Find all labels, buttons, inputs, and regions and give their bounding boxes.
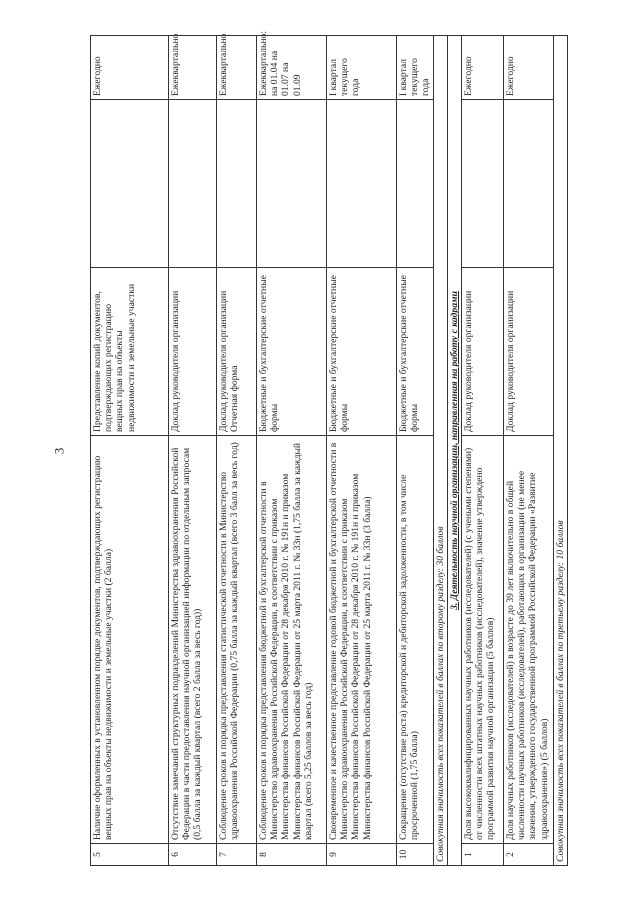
rotated-table-wrapper (90, 30, 638, 866)
table-row (327, 36, 397, 866)
indicator-cell: Наличие оформленных в установленном порядке документов, подтверждающих регистрацию вещных прав на объекты недвижимости и земельные участки (2 балла) (91, 436, 169, 844)
source-cell (327, 100, 397, 268)
section-total-row (433, 36, 447, 866)
row-number: 1 (462, 844, 504, 866)
table-row (91, 36, 169, 866)
period-cell: Ежеквартально: на 01.04 на 01.07 на 01.09 (257, 36, 327, 100)
section-total: Совокупная значимость всех показателей в баллах по второму разделу: 30 баллов (433, 36, 447, 866)
table-row (397, 36, 434, 866)
form-cell: Бюджетные и бухгалтерские отчетные формы (397, 268, 434, 436)
section-total-row (554, 36, 568, 866)
indicator-cell: Сокращение (отсутствие роста) кредиторской и дебиторской задолженности, в том числе просроченной (1,75 балла) (397, 436, 434, 844)
source-cell (91, 100, 169, 268)
table-row (462, 36, 504, 866)
source-cell (397, 100, 434, 268)
form-cell: Бюджетные и бухгалтерские отчетные формы (327, 268, 397, 436)
table-row (257, 36, 327, 866)
source-cell (504, 100, 554, 268)
row-number: 9 (327, 844, 397, 866)
source-cell (217, 100, 257, 268)
indicator-cell: Доля научных работников (исследователей) в возрасте до 39 лет включительно в общей численности научных работников (исследователей), работающих в организации (не менее значения, утвержденного государственной программой Российской Федерации «Развитие здравоохранения») (5 баллов) (504, 436, 554, 844)
period-cell: Ежеквартально (169, 36, 217, 100)
source-cell (169, 100, 217, 268)
indicator-cell: Отсутствие замечаний структурных подразделений Министерства здравоохранения Российской Федерации в части предоставления научной организацией информации по отдельным запросам (0,5 балла за каждый квартал (всего 2 балла за весь год)) (169, 436, 217, 844)
table-row (504, 36, 554, 866)
indicator-cell: Соблюдение сроков и порядка представления статистической отчетности в Министерство здравоохранения Российской Федерации (0,75 балла за каждый квартал (всего 3 балл за весь год) (217, 436, 257, 844)
indicators-table (90, 30, 568, 866)
form-cell: Представление копий документов, подтверждающих регистрацию вещных прав на объекты недвижимости и земельные участки (91, 268, 169, 436)
row-number: 6 (169, 844, 217, 866)
form-cell: Доклад руководителя организации (504, 268, 554, 436)
period-cell: Ежегодно (91, 36, 169, 100)
source-cell (257, 100, 327, 268)
form-cell: Доклад руководителя организации (169, 268, 217, 436)
row-number: 10 (397, 844, 434, 866)
section-title: 3. Деятельность научной организации, направленная на работу с кадрами (447, 36, 461, 866)
page-number: 3 (51, 447, 67, 455)
period-cell: Ежегодно (504, 36, 554, 100)
row-number: 5 (91, 844, 169, 866)
period-cell: I квартал текущего года (327, 36, 397, 100)
period-cell: Ежеквартально (217, 36, 257, 100)
row-number: 7 (217, 844, 257, 866)
row-number: 8 (257, 844, 327, 866)
indicator-cell: Соблюдение сроков и порядка представления бюджетной и бухгалтерской отчетности в Министерство здравоохранения Российской Федерации, в соответствии с приказом Министерства финансов Российской Федерации от 28 декабря 2010 г. № 191н и приказом Министерства финансов Российской Федерации от 25 марта 2011 г. № 33н (1,75 балла за каждый квартал (всего 5,25 баллов за весь год) (257, 436, 327, 844)
period-cell: Ежегодно (462, 36, 504, 100)
table-row (217, 36, 257, 866)
row-number: 2 (504, 844, 554, 866)
period-cell: I квартал текущего года (397, 36, 434, 100)
indicator-cell: Доля высококвалифицированных научных работников (исследователей) (с учеными степенями) от численности всех штатных научных работников (исследователей), значение утверждено программой развития научной организации (5 баллов) (462, 436, 504, 844)
section-total: Совокупная значимость всех показателей в баллах по третьему разделу: 10 баллов (554, 36, 568, 866)
form-cell: Доклад руководителя организации (462, 268, 504, 436)
indicator-cell: Своевременное и качественное представление годовой бюджетной и бухгалтерской отчетности в Министерство здравоохранения Российской Федерации, в соответствии с приказом Министерства финансов Российской Федерации от 28 декабря 2010 г. № 191н и приказом Министерства финансов Российской Федерации от 25 марта 2011 г. № 33н (3 балла) (327, 436, 397, 844)
table-row (169, 36, 217, 866)
form-cell: Бюджетные и бухгалтерские отчетные формы (257, 268, 327, 436)
form-cell: Доклад руководителя организации Отчетная форма (217, 268, 257, 436)
section-header-row (447, 36, 461, 866)
source-cell (462, 100, 504, 268)
